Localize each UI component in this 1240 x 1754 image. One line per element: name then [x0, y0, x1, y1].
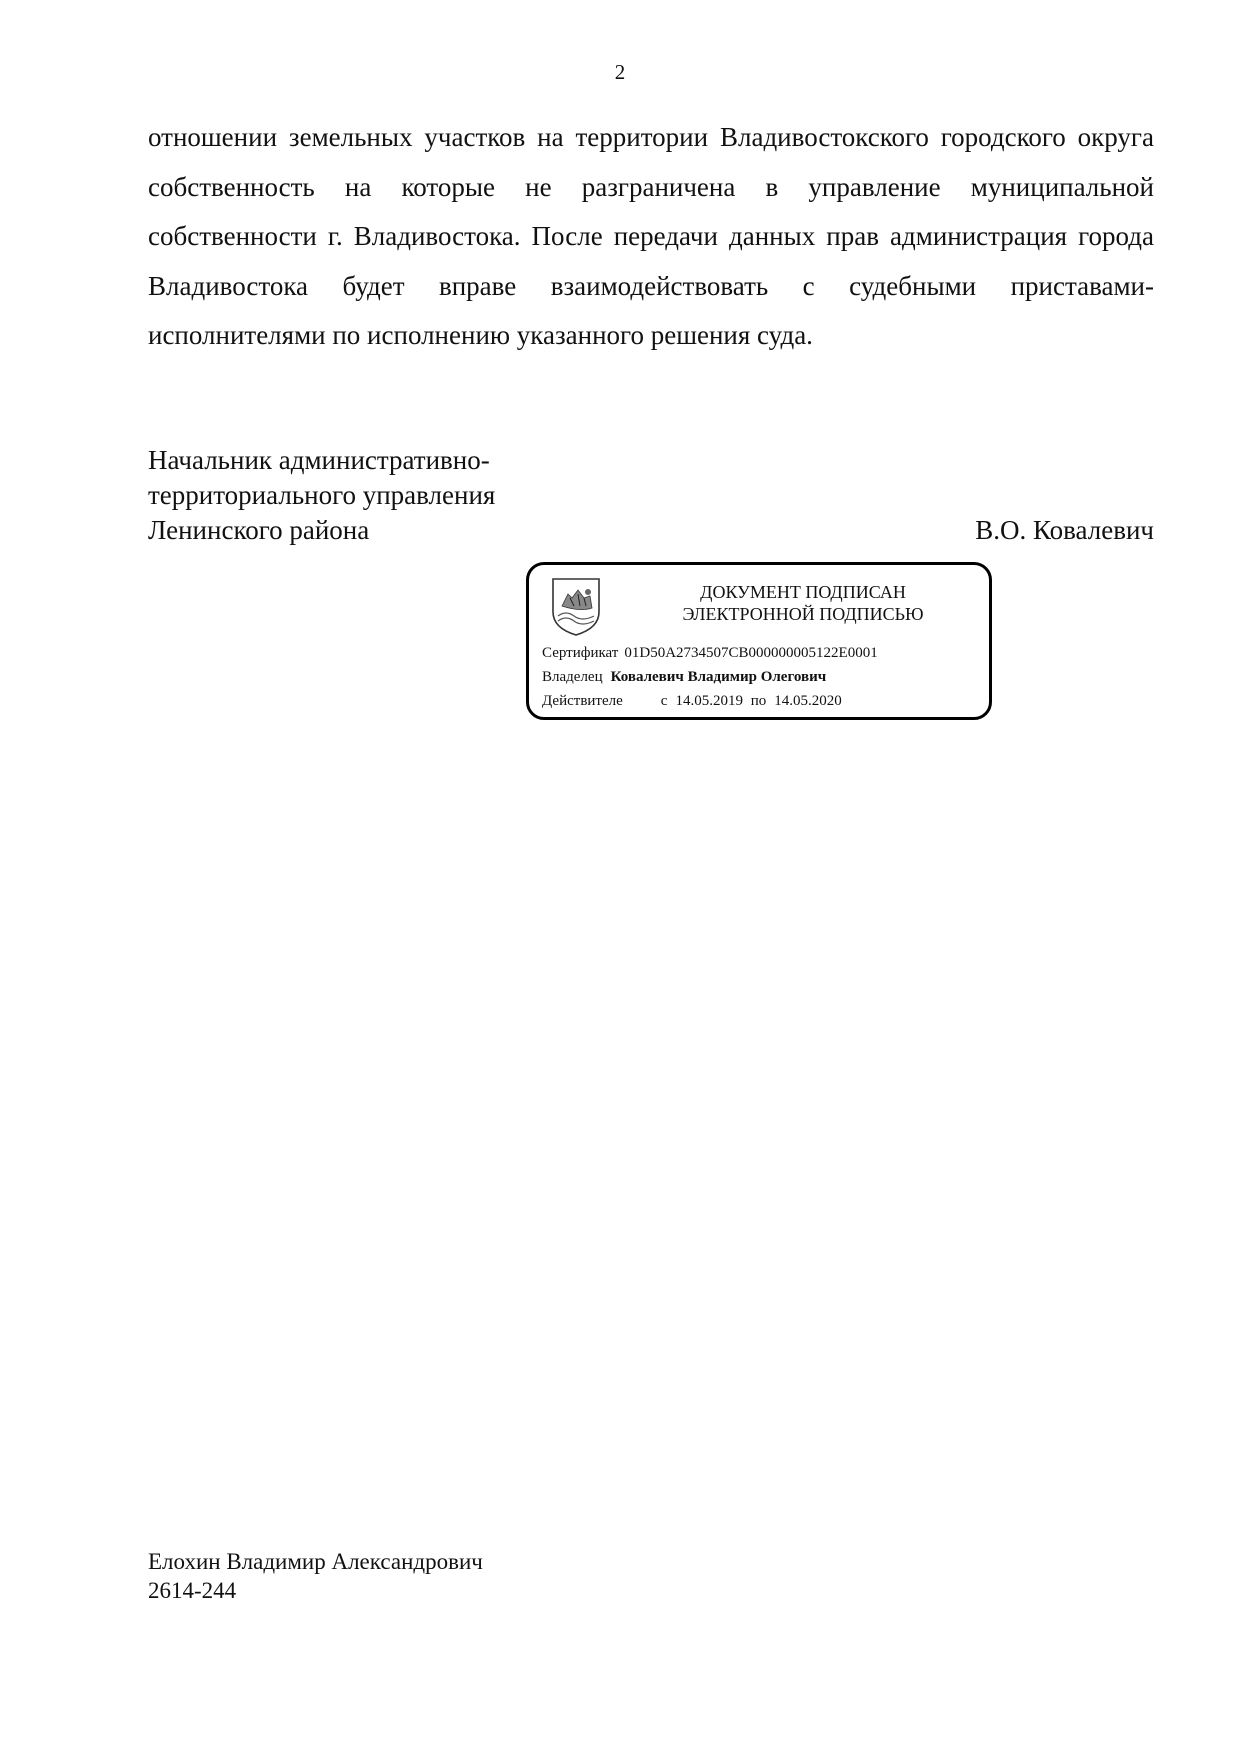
certificate-label: Сертификат — [542, 645, 619, 661]
executor-name: Елохин Владимир Александрович — [148, 1549, 483, 1574]
page-number: 2 — [614, 60, 626, 84]
signer-position-line-3: Ленинского района — [148, 515, 370, 545]
stamp-title — [625, 581, 981, 625]
executor-block — [148, 1547, 483, 1605]
stamp-title-line-2: ЭЛЕКТРОННОЙ ПОДПИСЬЮ — [682, 604, 924, 624]
electronic-signature-stamp — [526, 562, 992, 720]
vladivostok-coat-of-arms-icon — [550, 576, 602, 638]
certificate-value: 01D50A2734507CB000000005122E0001 — [624, 645, 878, 661]
signature-block — [148, 443, 1154, 548]
valid-from-date: 14.05.2019 — [675, 693, 743, 709]
body-paragraph: отношении земельных участков на территории Владивостокского городского округа собственность на которые не разграничена в управление муниципальной собственности г. Владивостока. После передачи данных прав администрация города Владивостока будет вправе взаимодействовать с судебными приставами-исполнителями по исполнению указанного решения суда. — [148, 122, 1154, 350]
valid-to-label: по — [750, 693, 767, 709]
owner-row — [542, 669, 826, 686]
validity-label: Действителе — [542, 693, 623, 709]
owner-label: Владелец — [542, 669, 603, 685]
validity-row — [542, 693, 842, 710]
valid-to-date: 14.05.2020 — [774, 693, 842, 709]
signer-position-line-1: Начальник административно- — [148, 445, 490, 475]
signer-position-line-2: территориального управления — [148, 480, 496, 510]
owner-value: Ковалевич Владимир Олегович — [610, 669, 827, 685]
signer-name: В.О. Ковалевич — [975, 515, 1154, 545]
valid-from-label: с — [660, 693, 668, 709]
certificate-row — [542, 645, 878, 662]
stamp-title-line-1: ДОКУМЕНТ ПОДПИСАН — [700, 582, 906, 602]
executor-phone: 2614-244 — [148, 1578, 237, 1603]
